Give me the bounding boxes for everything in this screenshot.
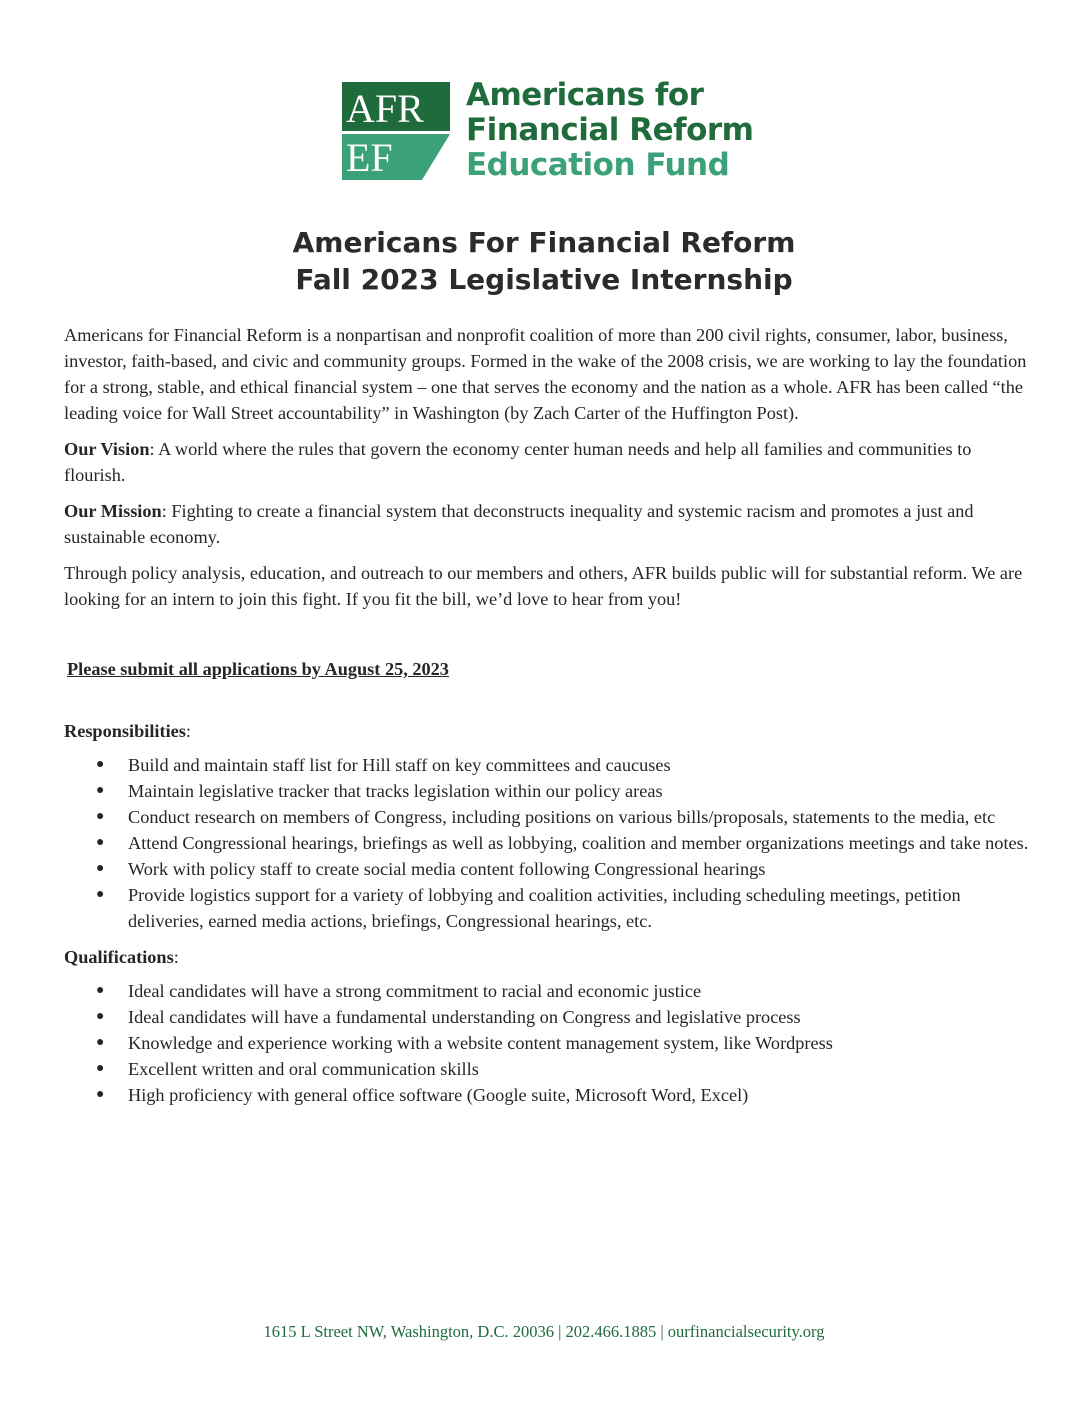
bullet-icon: ● — [96, 1035, 105, 1050]
logo-mark-top: AFR — [346, 86, 424, 131]
list-item-text: Knowledge and experience working with a website content management system, like Wordpress — [128, 1033, 833, 1053]
bullet-icon: ● — [96, 1087, 105, 1102]
bullet-icon: ● — [96, 1009, 105, 1024]
bullet-icon: ● — [96, 861, 105, 876]
responsibilities-heading: Responsibilities — [64, 721, 186, 741]
mission-label: Our Mission — [64, 501, 162, 521]
mission-paragraph — [64, 498, 1030, 550]
logo-line-2: Financial Reform — [466, 112, 754, 148]
deadline-notice: Please submit all applications by August 25, 2023 — [67, 659, 449, 679]
bullet-icon: ● — [96, 809, 105, 824]
bullet-icon: ● — [96, 1061, 105, 1076]
logo-mark-bottom: EF — [346, 135, 393, 180]
bullet-icon: ● — [96, 983, 105, 998]
list-item-text: Attend Congressional hearings, briefings as well as lobbying, coalition and member organizations meetings and take notes. — [128, 833, 1029, 853]
list-item-text: Provide logistics support for a variety of lobbying and coalition activities, including scheduling meetings, petition deliveries, earned media actions, briefings, Congressional hearings, etc. — [128, 885, 961, 931]
list-item-text: Ideal candidates will have a fundamental understanding on Congress and legislative process — [128, 1007, 801, 1027]
title-line-2: Fall 2023 Legislative Internship — [295, 263, 793, 296]
list-item — [64, 1056, 1030, 1082]
afr-ef-logo — [342, 77, 754, 183]
qualifications-list — [64, 978, 1030, 1108]
list-item-text: Ideal candidates will have a strong commitment to racial and economic justice — [128, 981, 702, 1001]
list-item — [64, 778, 1030, 804]
logo-line-3: Education Fund — [466, 147, 730, 183]
list-item-text: Maintain legislative tracker that tracks legislation within our policy areas — [128, 781, 663, 801]
responsibilities-heading-row: Responsibilities: — [64, 721, 191, 741]
list-item — [64, 1004, 1030, 1030]
mission-text: : Fighting to create a financial system that deconstructs inequality and systemic racism and promotes a just and sustainable economy. — [64, 501, 974, 547]
list-item-text: Build and maintain staff list for Hill staff on key committees and caucuses — [128, 755, 671, 775]
list-item-text: Excellent written and oral communication skills — [128, 1059, 479, 1079]
responsibilities-list — [64, 752, 1030, 934]
footer-contact: 1615 L Street NW, Washington, D.C. 20036 | 202.466.1885 | ourfinancialsecurity.org — [263, 1322, 825, 1341]
closing-paragraph: Through policy analysis, education, and outreach to our members and others, AFR builds public will for substantial reform. We are looking for an intern to join this fight. If you fit the bill, we’d love to hear from you! — [64, 563, 1023, 609]
bullet-icon: ● — [96, 783, 105, 798]
list-item-text: High proficiency with general office software (Google suite, Microsoft Word, Excel) — [128, 1085, 749, 1105]
logo-line-1: Americans for — [466, 77, 704, 113]
list-item — [64, 752, 1030, 778]
list-item — [64, 978, 1030, 1004]
list-item — [64, 1082, 1030, 1108]
qualifications-heading: Qualifications — [64, 947, 174, 967]
intro-paragraph: Americans for Financial Reform is a nonpartisan and nonprofit coalition of more than 200 civil rights, consumer, labor, business, investor, faith-based, and civic and community groups. Formed in the wake of the 2008 crisis, we are working to lay the foundation for a strong, stable, and ethical financial system – one that serves the economy and the nation as a whole. AFR has been called “the leading voice for Wall Street accountability” in Washington (by Zach Carter of the Huffington Post). — [64, 325, 1027, 423]
page-title — [0, 224, 1088, 298]
list-item — [64, 830, 1030, 856]
vision-label: Our Vision — [64, 439, 150, 459]
list-item — [64, 882, 1030, 934]
logo-wordmark — [466, 78, 753, 183]
list-item-text: Conduct research on members of Congress, including positions on various bills/proposals, statements to the media, etc — [128, 807, 996, 827]
bullet-icon: ● — [96, 887, 105, 902]
document-body — [64, 322, 1030, 1118]
list-item — [64, 856, 1030, 882]
bullet-icon: ● — [96, 757, 105, 772]
title-line-1: Americans For Financial Reform — [292, 226, 796, 259]
vision-text: : A world where the rules that govern the economy center human needs and help all families and communities to flourish. — [64, 439, 972, 485]
afr-logo-mark — [342, 82, 450, 180]
vision-paragraph — [64, 436, 1030, 488]
list-item — [64, 804, 1030, 830]
list-item — [64, 1030, 1030, 1056]
qualifications-heading-row: Qualifications: — [64, 947, 179, 967]
list-item-text: Work with policy staff to create social media content following Congressional hearings — [128, 859, 766, 879]
bullet-icon: ● — [96, 835, 105, 850]
